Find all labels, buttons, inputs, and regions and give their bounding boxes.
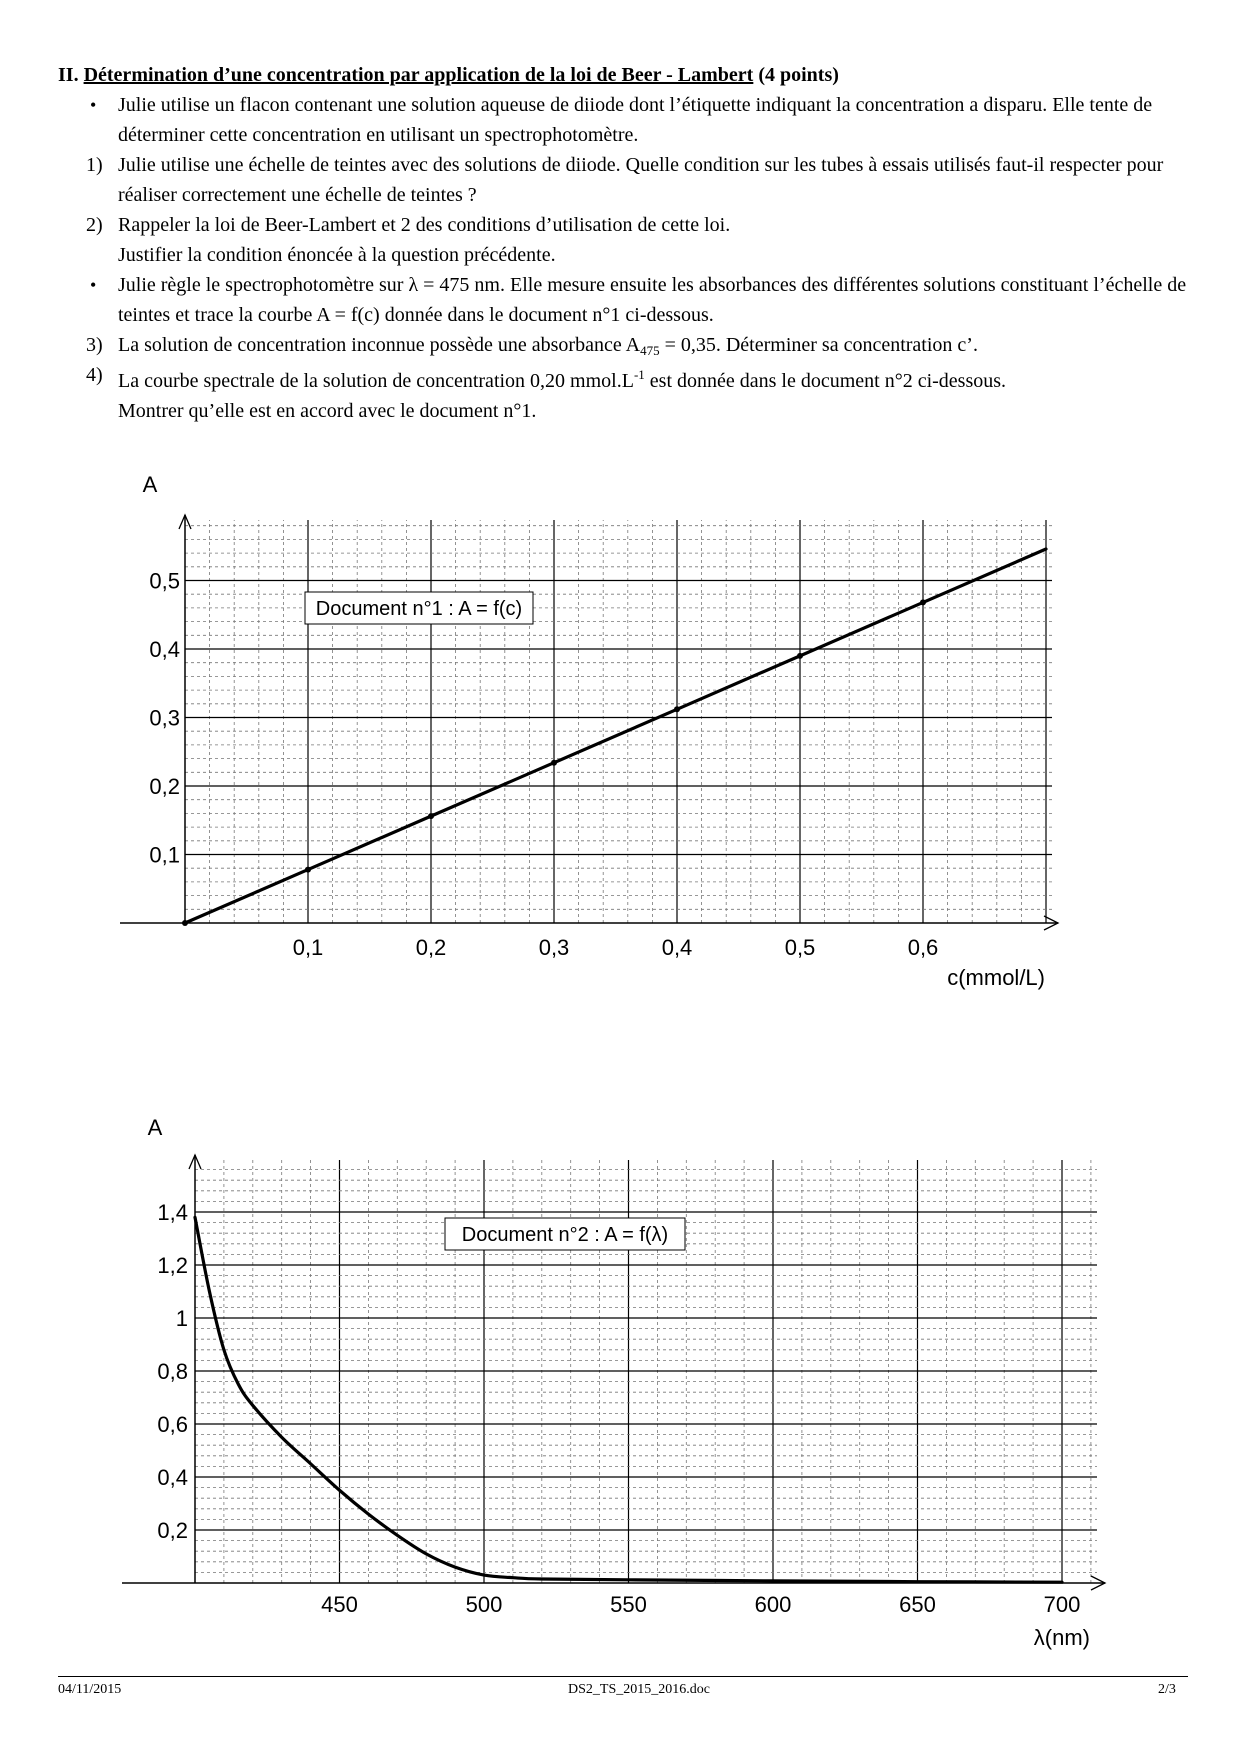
question-text: Rappeler la loi de Beer-Lambert et 2 des conditions d’utilisation de cette loi. <box>118 214 731 236</box>
absorbance-subscript: 475 <box>640 343 660 358</box>
unit-superscript: -1 <box>633 367 645 382</box>
section-number: II. <box>58 64 79 86</box>
y-tick-label: 0,8 <box>157 1359 188 1384</box>
section-points: (4 points) <box>758 64 839 86</box>
x-tick-label: 0,5 <box>784 935 816 960</box>
question-text: Julie utilise une échelle de teintes avec des solutions de diiode. Quelle condition sur les tubes à essais utilisés faut-il respecter pour réaliser correctement une échelle de teintes ? <box>118 154 1164 206</box>
y-tick-label: 0,2 <box>149 774 180 799</box>
x-tick-label: 600 <box>754 1592 792 1617</box>
x-axis-label: λ(nm) <box>1033 1625 1090 1650</box>
x-tick-label: 500 <box>465 1592 503 1617</box>
bullet-marker: • <box>90 95 97 115</box>
footer-filename: DS2_TS_2015_2016.doc <box>568 1682 710 1697</box>
x-tick-label: 0,2 <box>415 935 447 960</box>
x-tick-label: 0,1 <box>292 935 324 960</box>
question-number: 3) <box>86 334 103 356</box>
y-tick-label: 0,1 <box>149 842 180 868</box>
chart-title: Document n°2 : A = f(λ) <box>461 1224 669 1246</box>
y-tick-label: 1,4 <box>157 1200 188 1225</box>
x-tick-label: 650 <box>899 1592 936 1617</box>
y-tick-label: 1,2 <box>157 1253 188 1278</box>
x-axis-label: c(mmol/L) <box>947 965 1045 990</box>
y-axis-label: A <box>147 1115 163 1140</box>
question-text-end: = 0,35. Déterminer sa concentration c’. <box>659 334 978 356</box>
x-tick-label: 0,3 <box>538 935 570 960</box>
question-text: La solution de concentration inconnue possède une absorbance A <box>118 334 641 356</box>
question-text-end: est donnée dans le document n°2 ci-dessous. <box>644 370 1007 392</box>
x-tick-label: 550 <box>610 1592 647 1617</box>
footer-page-number: 2/3 <box>1158 1682 1176 1697</box>
chart-title: Document n°1 : A = f(c) <box>315 598 523 620</box>
bullet-marker: • <box>90 275 97 295</box>
y-tick-label: 0,4 <box>157 1465 188 1490</box>
y-tick-label: 0,2 <box>157 1518 188 1543</box>
y-tick-label: 0,6 <box>157 1412 188 1437</box>
y-tick-label: 0,5 <box>149 568 180 594</box>
y-axis-label: A <box>142 472 158 497</box>
question-number: 1) <box>86 154 103 176</box>
y-tick-label: 0,4 <box>149 637 180 662</box>
x-tick-label: 450 <box>321 1592 358 1617</box>
x-tick-label: 0,4 <box>661 935 693 960</box>
x-tick-label: 0,6 <box>907 935 939 960</box>
question-number: 2) <box>86 214 103 236</box>
y-tick-label: 1 <box>175 1306 188 1331</box>
item-text: Julie utilise un flacon contenant une solution aqueuse de diiode dont l’étiquette indiquant la concentration a disparu. Elle tente de déterminer cette concentration en utilisant un spectrophotomètre. <box>118 94 1153 146</box>
x-tick-label: 700 <box>1043 1592 1081 1617</box>
footer-date: 04/11/2015 <box>58 1682 122 1697</box>
question-text-line2: Justifier la condition énoncée à la question précédente. <box>118 244 556 266</box>
question-text-line2: Montrer qu’elle est en accord avec le document n°1. <box>118 400 537 422</box>
question-number: 4) <box>86 364 103 386</box>
question-text: La courbe spectrale de la solution de concentration 0,20 mmol.L <box>118 370 634 392</box>
footer-rule <box>58 1676 1188 1677</box>
y-tick-label: 0,3 <box>149 705 180 731</box>
item-text: Julie règle le spectrophotomètre sur λ = 475 nm. Elle mesure ensuite les absorbances des différentes solutions constituant l’échelle de teintes et trace la courbe A = f(c) donnée dans le document n°1 ci-dessous. <box>118 274 1187 326</box>
section-title: Détermination d’une concentration par application de la loi de Beer - Lambert <box>83 64 754 86</box>
